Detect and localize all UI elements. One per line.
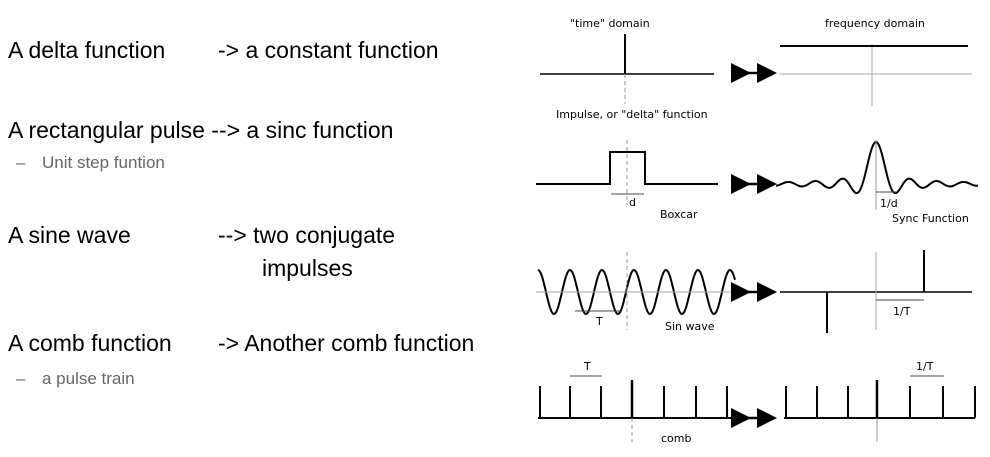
impulse-spacing-label: 1/T bbox=[893, 305, 911, 318]
subbullet-unit-step-text: Unit step funtion bbox=[42, 153, 165, 172]
row-boxcar bbox=[536, 140, 978, 225]
sine-period-label: T bbox=[596, 315, 603, 328]
bullet-comb-lhs: A comb function bbox=[8, 330, 172, 356]
bullet-rect-lhs: A rectangular pulse bbox=[8, 117, 205, 143]
row-delta bbox=[540, 34, 972, 121]
comb-teeth-time bbox=[540, 380, 727, 418]
bullet-sine-continuation: impulses bbox=[262, 255, 353, 281]
sinc-caption: Sync Function bbox=[892, 212, 969, 225]
frequency-domain-header: frequency domain bbox=[825, 17, 925, 30]
comb-caption: comb bbox=[661, 432, 692, 445]
comb-period-label: T bbox=[584, 360, 591, 373]
delta-caption: Impulse, or "delta" function bbox=[556, 108, 708, 121]
bullet-delta-rhs: -> a constant function bbox=[218, 37, 439, 63]
sine-caption: Sin wave bbox=[665, 320, 715, 333]
row-comb bbox=[538, 360, 975, 445]
bullet-sine-lhs: A sine wave bbox=[8, 222, 131, 248]
bullet-delta-lhs: A delta function bbox=[8, 37, 166, 63]
boxcar-width-label: d bbox=[629, 196, 636, 209]
sinc-width-label: 1/d bbox=[880, 197, 898, 210]
row-sine bbox=[536, 250, 972, 333]
bullet-comb-rhs: -> Another comb function bbox=[218, 330, 475, 356]
bullet-sine-rhs: --> two conjugate bbox=[218, 222, 396, 248]
subbullet-pulse-train-text: a pulse train bbox=[42, 369, 135, 388]
comb-teeth-freq bbox=[786, 380, 975, 418]
bullet-rect-rhs: --> a sinc function bbox=[211, 117, 394, 143]
sinc-curve bbox=[776, 142, 978, 193]
time-domain-header: "time" domain bbox=[570, 17, 650, 30]
subbullet-marker: – bbox=[16, 369, 26, 388]
subbullet-marker: – bbox=[16, 153, 26, 172]
boxcar-caption: Boxcar bbox=[660, 208, 698, 221]
comb-freq-spacing-label: 1/T bbox=[916, 360, 934, 373]
